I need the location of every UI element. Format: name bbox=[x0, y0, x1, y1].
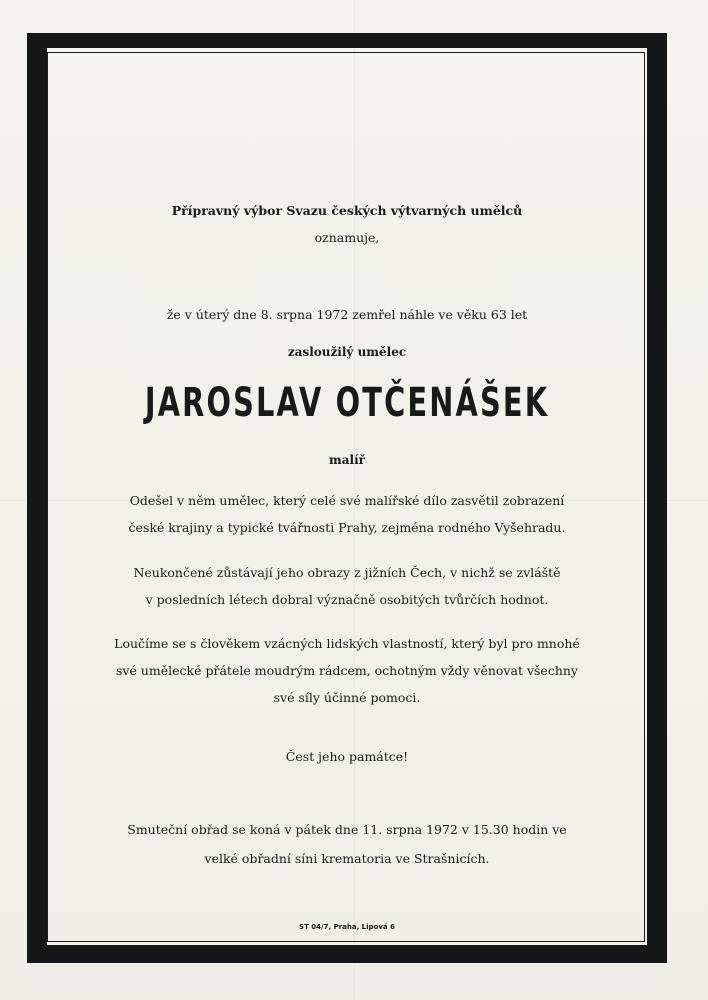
paragraph2-line1: Neukončené zůstávají jeho obrazy z jižních Čech, v nichž se zvláště bbox=[133, 565, 561, 580]
ceremony-line2: velké obřadní síni krematoria ve Strašnicích. bbox=[204, 851, 490, 866]
paragraph1-line2: české krajiny a typické tvářnosti Prahy, zejména rodného Vyšehradu. bbox=[128, 520, 566, 535]
paragraph3-line2: své umělecké přátele moudrým rádcem, ochotným vždy věnovat všechny bbox=[116, 663, 578, 678]
death-line: že v úterý dne 8. srpna 1972 zemřel náhle ve věku 63 let bbox=[166, 307, 528, 322]
paragraph3-line3: své síly účinné pomoci. bbox=[273, 690, 421, 705]
deceased-name: JAROSLAV OTČENÁŠEK bbox=[144, 380, 550, 426]
printer-imprint: ST 04/7, Praha, Lipová 6 bbox=[299, 923, 395, 931]
committee-line: Přípravný výbor Svazu českých výtvarných umělců bbox=[171, 203, 523, 218]
paragraph1-line1: Odešel v něm umělec, který celé své malířské dílo zasvětil zobrazení bbox=[129, 493, 565, 508]
title-line: zasloužilý umělec bbox=[287, 345, 407, 359]
honor-line: Čest jeho památce! bbox=[285, 749, 409, 764]
announces-line: oznamuje, bbox=[314, 230, 380, 245]
paragraph2-line2: v posledních létech dobral význačně osobitých tvůrčích hodnot. bbox=[145, 592, 549, 607]
ceremony-line1: Smuteční obřad se koná v pátek dne 11. srpna 1972 v 15.30 hodin ve bbox=[127, 822, 567, 837]
profession-line: malíř bbox=[329, 453, 365, 467]
paragraph3-line1: Loučíme se s člověkem vzácných lidských vlastností, který byl pro mnohé bbox=[114, 636, 580, 651]
notice-content bbox=[52, 0, 642, 1000]
